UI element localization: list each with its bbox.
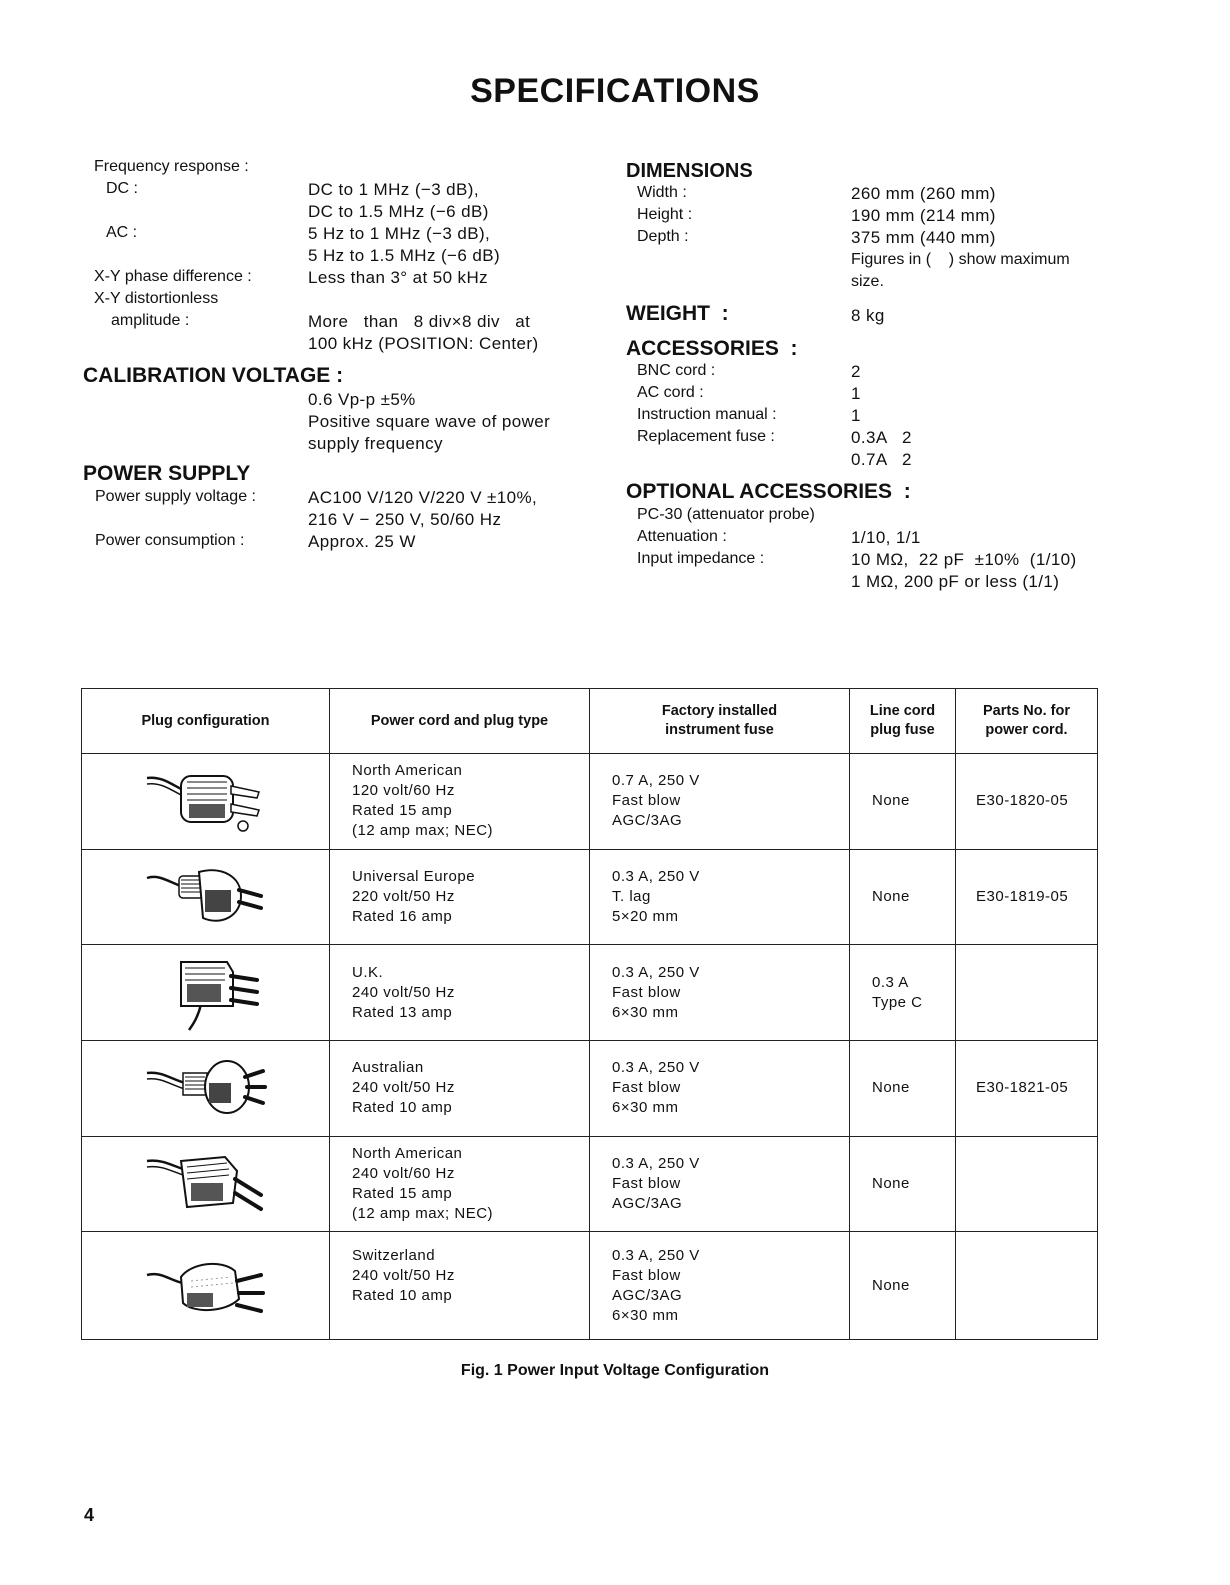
input-impedance-label: Input impedance : [637,550,765,567]
fuse-line: Fast blow [612,1174,681,1192]
calibration-value-3: supply frequency [308,434,443,453]
page-title: SPECIFICATIONS [470,72,760,110]
fuse-cell [590,1232,850,1340]
australian-plug-icon [141,1043,271,1127]
cord-cell [330,1232,590,1340]
cord-line: 240 volt/60 Hz [352,1164,455,1182]
ac-value-1: 5 Hz to 1 MHz (−3 dB), [308,224,491,243]
width-label: Width : [637,184,687,201]
xy-phase-label: X-Y phase difference : [94,268,252,285]
fuse-line: AGC/3AG [612,1194,683,1212]
cord-line: Rated 15 amp [352,802,453,820]
fuse-line: 0.3 A, 250 V [612,1154,700,1172]
instruction-manual-value: 1 [851,406,861,425]
line-fuse-cell [850,1136,956,1232]
probe-label: PC-30 (attenuator probe) [637,506,815,523]
plug-image-cell [82,1040,330,1136]
fuse-line: 0.3 A, 250 V [612,963,700,981]
line-fuse-cell [850,1040,956,1136]
input-impedance-value-1: 10 MΩ, 22 pF ±10% (1/10) [851,550,1077,569]
cord-cell [330,945,590,1041]
fuse-cell [590,1040,850,1136]
line-fuse-line: None [872,1276,910,1294]
instruction-manual-label: Instruction manual : [637,406,777,423]
ac-cord-label: AC cord : [637,384,704,401]
frequency-response-label: Frequency response : [94,158,249,175]
fuse-cell [590,849,850,945]
fuse-line: 6×30 mm [612,1099,679,1117]
figures-note-1: Figures in ( ) show maximum [851,251,1070,268]
power-supply-voltage-label: Power supply voltage : [95,488,256,505]
weight-heading: WEIGHT : [626,302,729,325]
fuse-line: 0.3 A, 250 V [612,1059,700,1077]
fuse-cell [590,1136,850,1232]
cord-line: Australian [352,1059,424,1077]
header-parts-number [956,689,1098,754]
dc-value-2: DC to 1.5 MHz (−6 dB) [308,202,489,221]
line-fuse-line: None [872,887,910,905]
xy-distortion-label: X-Y distortionless [94,290,219,307]
dimensions-heading: DIMENSIONS [626,160,753,182]
ac-cord-value: 1 [851,384,861,403]
plug-image-cell [82,1136,330,1232]
fuse-line: 5×20 mm [612,907,679,925]
plug-image-cell [82,1232,330,1340]
replacement-fuse-label: Replacement fuse : [637,428,775,445]
page-number: 4 [84,1505,95,1525]
amplitude-label: amplitude : [111,312,190,329]
fuse-cell [590,945,850,1041]
header-plug-configuration: Plug configuration [82,689,330,754]
replacement-fuse-value-1: 0.3A 2 [851,428,912,447]
parts-number-cell: E30-1820-05 [956,754,1098,850]
europe-plug-icon [141,852,271,936]
accessories-heading: ACCESSORIES : [626,337,798,360]
fuse-line: T. lag [612,887,651,905]
attenuation-value: 1/10, 1/1 [851,528,921,547]
bnc-cord-label: BNC cord : [637,362,716,379]
uk-plug-icon [141,948,271,1032]
table-row [82,945,1098,1041]
header-line-cord-fuse-line-2: plug fuse [870,722,935,738]
cord-line: (12 amp max; NEC) [352,1204,494,1222]
header-instrument-fuse-line-2: instrument fuse [665,722,774,738]
power-input-table [81,688,1098,1340]
cord-line: Rated 10 amp [352,1099,453,1117]
fuse-line: 0.3 A, 250 V [612,1246,700,1264]
fuse-line: AGC/3AG [612,812,683,830]
parts-number-cell [956,1136,1098,1232]
line-fuse-line: Type C [872,993,923,1011]
cord-line: Switzerland [352,1247,436,1265]
calibration-value-2: Positive square wave of power [308,412,551,431]
calibration-value-1: 0.6 Vp-p ±5% [308,390,416,409]
cord-cell [330,754,590,850]
depth-label: Depth : [637,228,689,245]
cord-line: 240 volt/50 Hz [352,1079,455,1097]
header-parts-number-line-2: power cord. [985,722,1068,738]
cord-line: Rated 13 amp [352,1003,453,1021]
table-row [82,754,1098,850]
line-fuse-cell [850,849,956,945]
bnc-cord-value: 2 [851,362,861,381]
line-fuse-line: None [872,1174,910,1192]
table-header-row [82,689,1098,754]
power-consumption-value: Approx. 25 W [308,532,416,551]
optional-accessories-heading: OPTIONAL ACCESSORIES : [626,480,911,503]
cord-line: (12 amp max; NEC) [352,822,494,840]
weight-value: 8 kg [851,306,885,325]
fuse-cell [590,754,850,850]
switzerland-plug-icon [141,1241,271,1325]
header-power-cord: Power cord and plug type [330,689,590,754]
fuse-line: 6×30 mm [612,1003,679,1021]
line-fuse-cell [850,754,956,850]
fuse-line: AGC/3AG [612,1286,683,1304]
cord-line: Universal Europe [352,867,476,885]
line-fuse-line: None [872,792,910,810]
cord-line: U.K. [352,963,384,981]
cord-line: 120 volt/60 Hz [352,782,455,800]
ac-label: AC : [106,224,138,241]
header-line-cord-fuse-line-1: Line cord [869,703,936,719]
cord-line: Rated 10 amp [352,1287,453,1305]
fuse-line: 0.3 A, 250 V [612,867,700,885]
cord-cell [330,1136,590,1232]
cord-line: Rated 15 amp [352,1184,453,1202]
xy-phase-value: Less than 3° at 50 kHz [308,268,489,287]
table-row [82,1232,1098,1340]
power-supply-voltage-value-2: 216 V − 250 V, 50/60 Hz [308,510,502,529]
header-instrument-fuse [590,689,850,754]
table-row [82,1136,1098,1232]
fuse-line: Fast blow [612,1266,681,1284]
fuse-line: 6×30 mm [612,1306,679,1324]
fuse-line: Fast blow [612,983,681,1001]
power-consumption-label: Power consumption : [95,532,245,549]
plug-image-cell [82,849,330,945]
plug-image-cell [82,754,330,850]
power-supply-heading: POWER SUPPLY [83,462,251,485]
figure-caption: Fig. 1 Power Input Voltage Configuration [460,1362,770,1379]
cord-cell [330,849,590,945]
dc-value-1: DC to 1 MHz (−3 dB), [308,180,479,199]
cord-cell [330,1040,590,1136]
line-fuse-line: None [872,1079,910,1097]
width-value: 260 mm (260 mm) [851,184,996,203]
parts-number-cell: E30-1819-05 [956,849,1098,945]
table-row [82,1040,1098,1136]
parts-number-cell: E30-1821-05 [956,1040,1098,1136]
input-impedance-value-2: 1 MΩ, 200 pF or less (1/1) [851,572,1060,591]
figures-note-2: size. [851,273,884,290]
depth-value: 375 mm (440 mm) [851,228,996,247]
fuse-line: Fast blow [612,1079,681,1097]
header-parts-number-line-1: Parts No. for [982,703,1070,719]
cord-line: Rated 16 amp [352,907,453,925]
amplitude-value-2: 100 kHz (POSITION: Center) [308,334,539,353]
header-instrument-fuse-line-1: Factory installed [661,703,778,719]
power-supply-voltage-value-1: AC100 V/120 V/220 V ±10%, [308,488,538,507]
parts-number-cell [956,1232,1098,1340]
line-fuse-cell [850,1232,956,1340]
amplitude-value-1: More than 8 div×8 div at [308,312,531,331]
north-american-plug-icon [141,756,271,840]
cord-line: 240 volt/50 Hz [352,983,455,1001]
fuse-line: 0.7 A, 250 V [612,772,700,790]
dc-label: DC : [106,180,138,197]
table-row [82,849,1098,945]
north-american-240v-plug-icon [141,1139,271,1223]
height-value: 190 mm (214 mm) [851,206,996,225]
cord-line: North American [352,762,463,780]
cord-line: 240 volt/50 Hz [352,1267,455,1285]
fuse-line: Fast blow [612,792,681,810]
cord-line: 220 volt/50 Hz [352,887,455,905]
line-fuse-cell [850,945,956,1041]
ac-value-2: 5 Hz to 1.5 MHz (−6 dB) [308,246,501,265]
cord-line: North American [352,1144,463,1162]
line-fuse-line: 0.3 A [872,973,909,991]
replacement-fuse-value-2: 0.7A 2 [851,450,912,469]
height-label: Height : [637,206,693,223]
plug-image-cell [82,945,330,1041]
header-line-cord-fuse [850,689,956,754]
calibration-voltage-heading: CALIBRATION VOLTAGE : [83,364,344,387]
parts-number-cell [956,945,1098,1041]
attenuation-label: Attenuation : [637,528,727,545]
